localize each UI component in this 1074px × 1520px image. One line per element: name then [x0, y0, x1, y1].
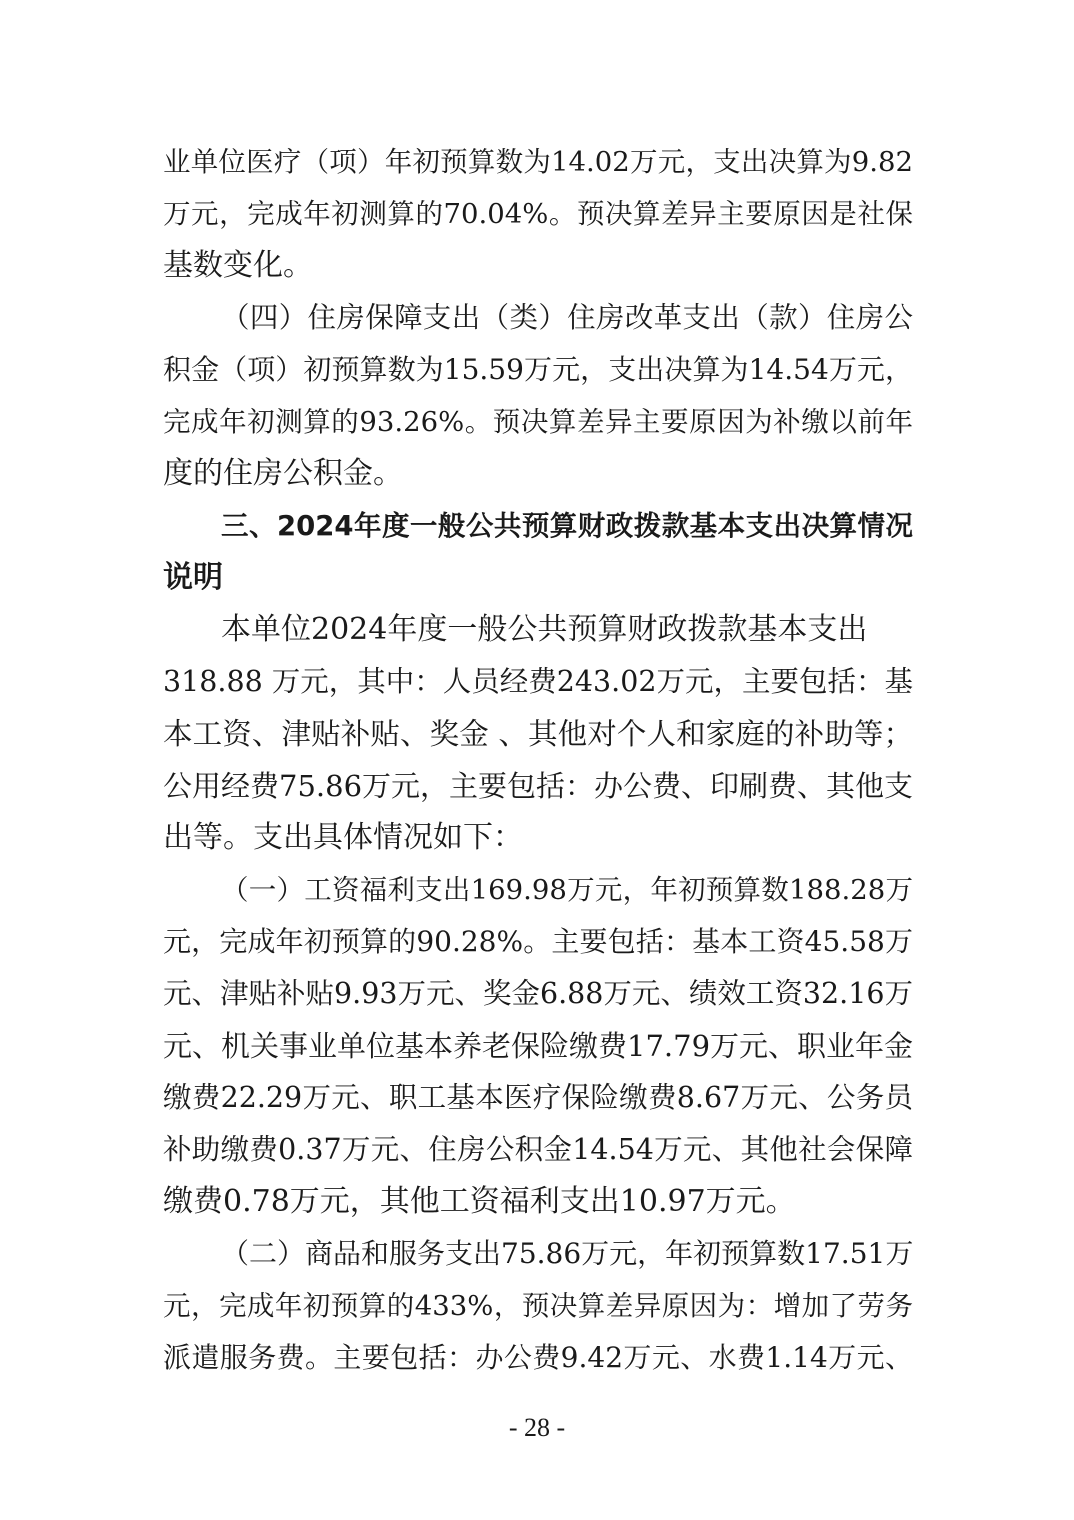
body-text-line: 元，完成年初预算的90.28%。主要包括：基本工资45.58万 [163, 925, 913, 958]
body-text-line: 业单位医疗（项）年初预算数为14.02万元，支出决算为9.82 [163, 146, 913, 178]
body-text-line: 完成年初测算的93.26%。预决算差异主要原因为补缴以前年 [163, 406, 913, 438]
body-text-line: 积金（项）初预算数为15.59万元，支出决算为14.54万元， [163, 353, 913, 386]
body-text-line: 本单位2024年度一般公共预算财政拨款基本支出 [221, 612, 868, 647]
section-heading: 三、2024年度一般公共预算财政拨款基本支出决算情况 [221, 510, 913, 542]
body-text-line: 缴费22.29万元、职工基本医疗保险缴费8.67万元、公务员 [163, 1081, 913, 1114]
page-number: - 28 - [508, 1413, 566, 1442]
body-text-line: 本工资、津贴补贴、奖金 、其他对个人和家庭的补助等； [163, 717, 913, 751]
body-text-line: 公用经费75.86万元，主要包括：办公费、印刷费、其他支 [163, 769, 913, 803]
body-text-line: （一）工资福利支出169.98万元，年初预算数188.28万 [221, 874, 913, 906]
body-text-line: 318.88 万元，其中：人员经费243.02万元，主要包括：基 [163, 665, 913, 698]
body-text-line: 补助缴费0.37万元、住房公积金14.54万元、其他社会保障 [163, 1133, 913, 1166]
body-text-line: 万元，完成年初测算的70.04%。预决算差异主要原因是社保 [163, 198, 913, 230]
body-text-line: 度的住房公积金。 [163, 456, 403, 491]
body-text-line: 派遣服务费。主要包括：办公费9.42万元、水费1.14万元、 [163, 1341, 913, 1374]
section-heading: 说明 [163, 560, 223, 595]
body-text-line: 缴费0.78万元，其他工资福利支出10.97万元。 [163, 1184, 796, 1219]
body-text-line: 基数变化。 [163, 248, 313, 283]
body-text-line: 元、机关事业单位基本养老保险缴费17.79万元、职业年金 [163, 1029, 913, 1063]
body-text-line: （二）商品和服务支出75.86万元，年初预算数17.51万 [221, 1237, 913, 1270]
body-text-line: （四）住房保障支出（类）住房改革支出（款）住房公 [221, 301, 913, 334]
body-text-line: 出等。支出具体情况如下： [163, 820, 523, 855]
body-text-line: 元、津贴补贴9.93万元、奖金6.88万元、绩效工资32.16万 [163, 977, 913, 1010]
body-text-line: 元，完成年初预算的433%，预决算差异原因为：增加了劳务 [163, 1290, 913, 1322]
